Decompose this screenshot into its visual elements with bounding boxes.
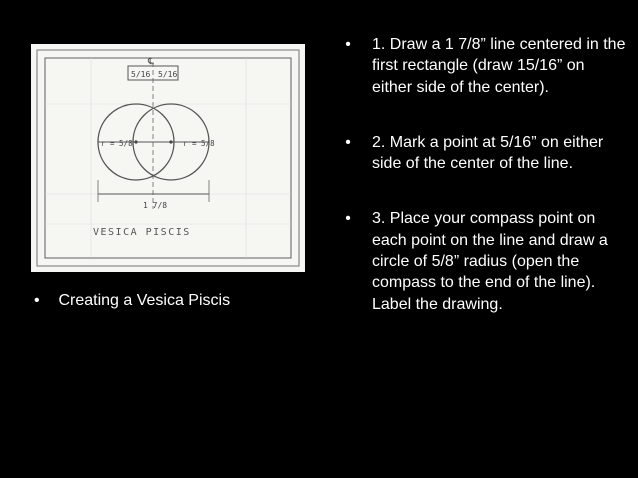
- radius-left-label: r = 5/8: [101, 139, 133, 148]
- step-1-text: 1. Draw a 1 7/8” line centered in the first rectangle (draw 15/16” on either side of the center).: [372, 36, 626, 96]
- right-center-point: [169, 140, 172, 143]
- left-bullet-text: Creating a Vesica Piscis: [58, 292, 231, 309]
- top-dim-left: 5/16: [131, 70, 151, 79]
- left-bullet-item: [34, 290, 314, 311]
- bullet-dot: •: [345, 36, 351, 53]
- bullet-dot: •: [34, 292, 40, 309]
- left-center-point: [134, 140, 137, 143]
- step-3-text: 3. Place your compass point on each point on the line and draw a circle of 5/8” radius (open the compass to the end of the line). Label the drawing.: [372, 210, 608, 313]
- step-2-text: 2. Mark a point at 5/16” on either side of the center of the line.: [372, 133, 604, 173]
- radius-right-label: r = 5/8: [183, 139, 215, 148]
- step-1: [338, 34, 628, 98]
- drawing-caption: VESICA PISCIS: [93, 227, 191, 238]
- center-mark: ℄: [148, 57, 154, 67]
- step-3: [338, 208, 628, 314]
- line-length-label: 1 7/8: [143, 201, 168, 210]
- steps-list: [338, 34, 628, 315]
- bullet-dot: •: [345, 133, 351, 151]
- sketch-svg: [31, 44, 305, 272]
- vesica-piscis-drawing: [31, 44, 305, 272]
- top-dim-right: 5/16: [158, 70, 178, 79]
- step-2: [338, 132, 628, 175]
- bullet-dot: •: [345, 210, 351, 228]
